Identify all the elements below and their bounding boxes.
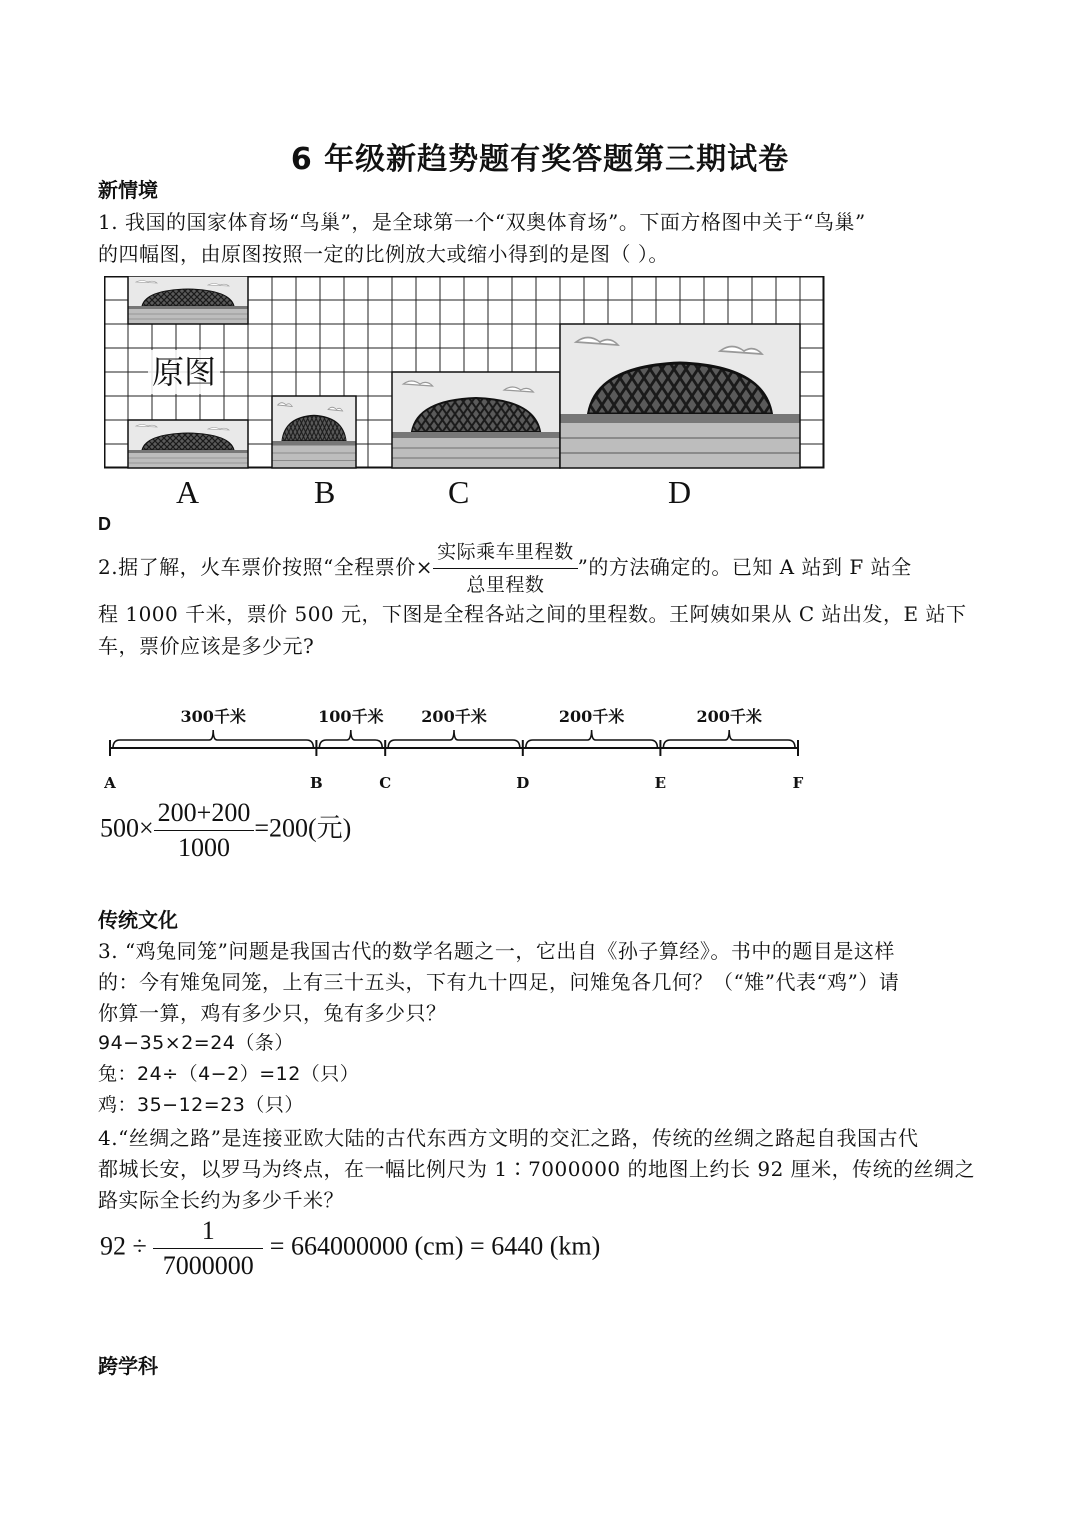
q2-fraction [433, 538, 578, 599]
q4-answer-formula [100, 1216, 600, 1281]
station-label-a: A [104, 774, 116, 792]
q3-text-line2: 的：今有雉兔同笼，上有三十五头，下有九十四足，问雉兔各几何？（“雉”代表“鸡”）请 [98, 970, 900, 994]
option-c-label: C [448, 474, 470, 510]
station-label-f: F [792, 774, 804, 792]
q2-suffix: ”的方法确定的。已知 A 站到 F 站全 [577, 555, 912, 579]
grid-svg [104, 276, 828, 472]
q4-text-line3: 路实际全长约为多少千米？ [98, 1188, 344, 1212]
page-title: 6 年级新趋势题有奖答题第三期试卷 [290, 142, 790, 177]
station-label-c: C [379, 774, 392, 792]
q2-answer-formula [100, 798, 351, 863]
segment-distance-label: 200千米 [421, 707, 487, 726]
q4-text-line1: 4.“丝绸之路”是连接亚欧大陆的古代东西方文明的交汇之路，传统的丝绸之路起自我国古代 [98, 1126, 919, 1150]
q2-answer-denominator: 1000 [178, 833, 230, 862]
q3-text-line1: 3. “鸡兔同笼”问题是我国古代的数学名题之一，它出自《孙子算经》。书中的题目是这样 [98, 939, 895, 963]
option-c-stadium-image [392, 372, 560, 468]
section-heading-new-context: 新情境 [98, 178, 158, 202]
q2-text-line1 [98, 538, 912, 599]
q2-answer-right: =200(元) [254, 813, 352, 843]
segment-brace [113, 730, 313, 748]
option-b-stadium-image [272, 396, 356, 468]
segment-distance-label: 100千米 [318, 707, 384, 726]
segment-brace [388, 730, 520, 748]
q4-answer-left: 92 ÷ [100, 1231, 147, 1261]
q3-answer-line2: 兔：24÷（4−2）=12（只） [98, 1063, 360, 1085]
bird-nest-grid-figure [104, 276, 828, 476]
q2-answer-fraction [154, 798, 255, 863]
q3-text-line3: 你算一算，鸡有多少只，兔有多少只？ [98, 1001, 447, 1025]
segment-distance-label: 300千米 [180, 707, 246, 726]
option-d-label: D [668, 474, 692, 510]
option-a-label: A [176, 474, 200, 510]
q2-text-line3: 车，票价应该是多少元? [98, 634, 315, 658]
q4-answer-right: = 664000000 (cm) = 6440 (km) [269, 1231, 601, 1261]
original-stadium-image [128, 276, 248, 324]
section-heading-cross-discipline: 跨学科 [98, 1354, 158, 1378]
segment-brace [663, 730, 795, 748]
q4-text-line2: 都城长安，以罗马为终点，在一幅比例尺为 1∶7000000 的地图上约长 92 厘米，传统的丝绸之 [98, 1157, 976, 1181]
q2-answer-numerator: 200+200 [154, 798, 255, 831]
q4-answer-denominator: 7000000 [162, 1251, 254, 1280]
station-label-d: D [516, 774, 530, 792]
q1-text-line2: 的四幅图，由原图按照一定的比例放大或缩小得到的是图（ ）。 [98, 242, 669, 266]
q3-answer-line1: 94−35×2=24（条） [98, 1032, 294, 1054]
q2-answer-left: 500× [100, 813, 154, 843]
station-label-e: E [654, 774, 667, 792]
q1-text-line1: 1. 我国的国家体育场“鸟巢”，是全球第一个“双奥体育场”。下面方格图中关于“鸟巢” [98, 210, 866, 234]
segment-distance-label: 200千米 [558, 707, 625, 726]
distance-svg [96, 696, 816, 796]
option-a-stadium-image [128, 420, 248, 468]
station-label-b: B [310, 774, 323, 792]
q2-fraction-denominator: 总里程数 [466, 574, 545, 596]
q2-text-line2: 程 1000 千米，票价 500 元，下图是全程各站之间的里程数。王阿姨如果从 C 站出发，E 站下 [98, 602, 967, 626]
q3-answer-line3: 鸡：35−12=23（只） [98, 1094, 304, 1116]
q1-answer: D [98, 514, 111, 534]
q4-answer-numerator: 1 [153, 1216, 263, 1249]
option-b-label: B [314, 474, 336, 510]
section-heading-traditional-culture: 传统文化 [98, 908, 178, 932]
q4-answer-fraction [153, 1216, 263, 1281]
q2-fraction-numerator: 实际乘车里程数 [433, 538, 578, 569]
segment-distance-label: 200千米 [696, 707, 762, 726]
original-label: 原图 [151, 353, 217, 391]
q2-prefix: 2.据了解，火车票价按照“全程票价× [98, 555, 434, 579]
option-d-stadium-image [560, 324, 800, 468]
station-distance-diagram [96, 696, 816, 800]
segment-brace [319, 730, 382, 748]
segment-brace [526, 730, 658, 748]
